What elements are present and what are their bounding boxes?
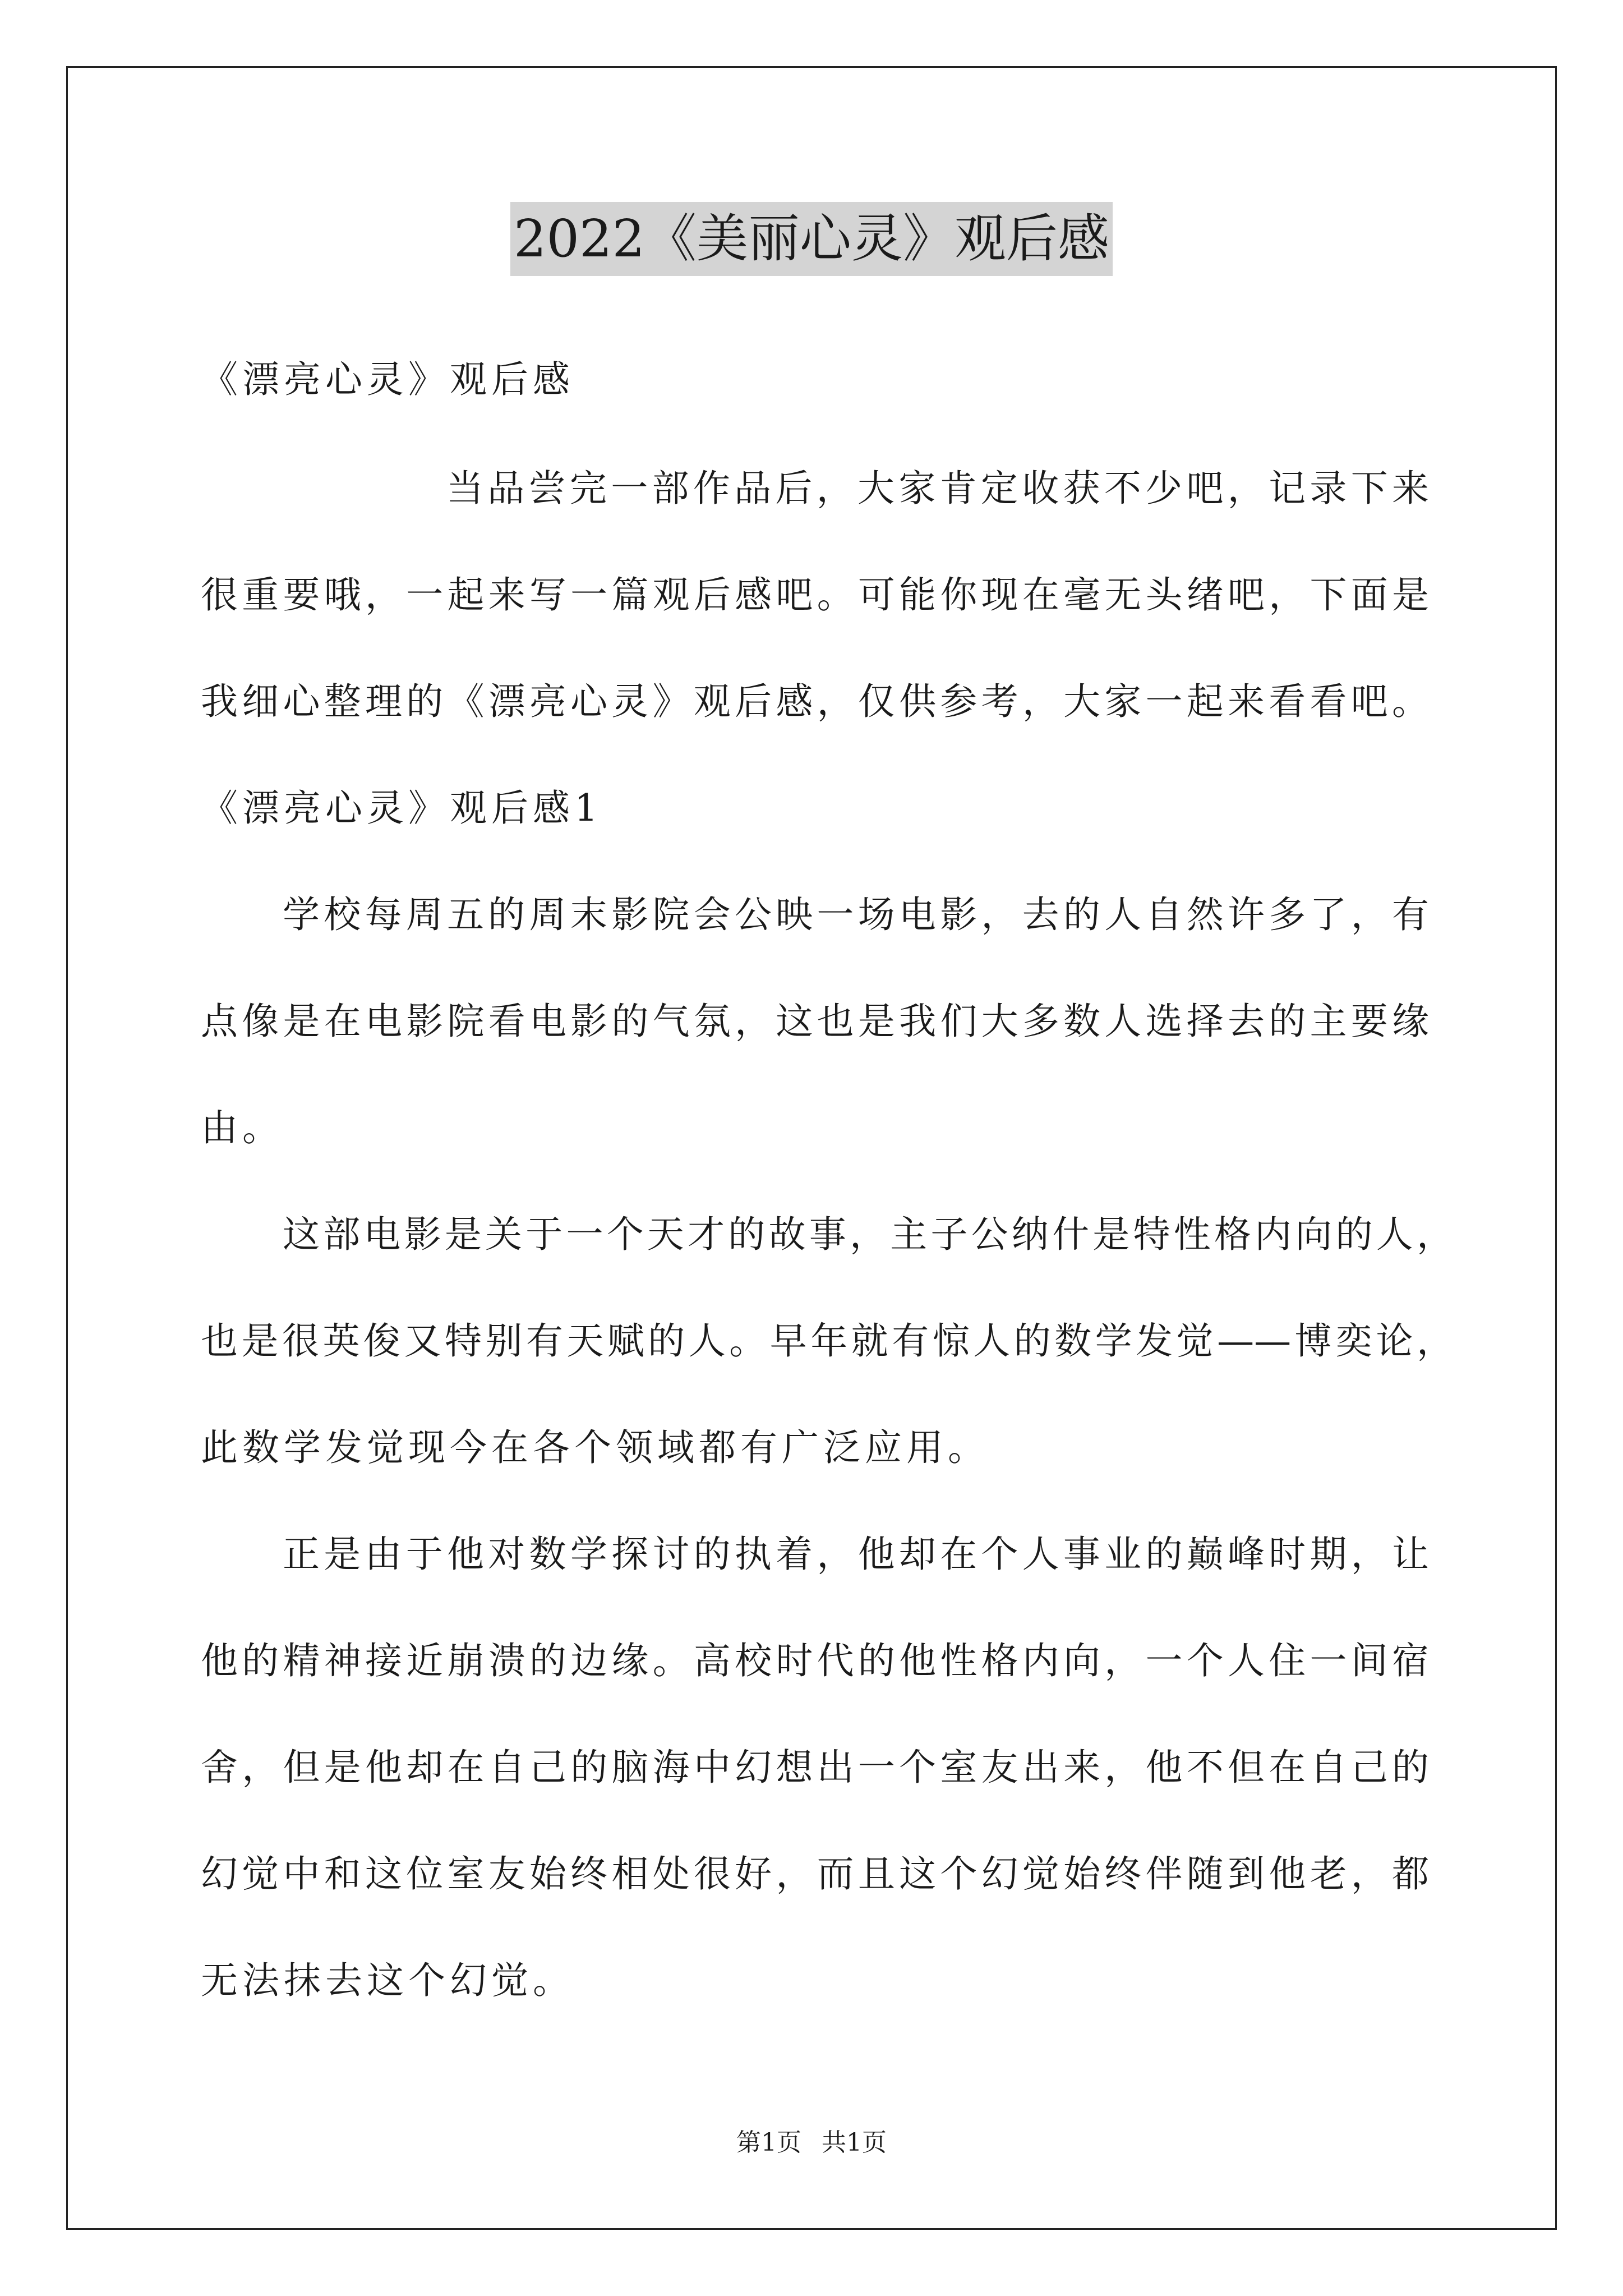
paragraph-line: 幻觉中和这位室友始终相处很好，而且这个幻觉始终伴随到他老，都 (201, 1852, 1429, 1895)
paragraph-line: 当品尝完一部作品后，大家肯定收获不少吧，记录下来 (446, 467, 1429, 510)
page-number: 第1页 (736, 2128, 801, 2157)
paragraph-line: 由。 (201, 1106, 284, 1149)
page-total: 共1页 (822, 2128, 887, 2157)
paragraph-line: 舍，但是他却在自己的脑海中幻想出一个室友出来，他不但在自己的 (201, 1746, 1429, 1789)
paragraph-line: 他的精神接近崩溃的边缘。高校时代的他性格内向，一个人住一间宿 (201, 1639, 1429, 1682)
section-heading: 《漂亮心灵》观后感1 (201, 786, 602, 830)
paragraph-line: 很重要哦，一起来写一篇观后感吧。可能你现在毫无头绪吧，下面是 (201, 573, 1429, 616)
paragraph-line: 学校每周五的周末影院会公映一场电影，去的人自然许多了，有 (283, 893, 1429, 936)
paragraph-line: 这部电影是关于一个天才的故事，主子公纳什是特性格内向的人， (283, 1213, 1454, 1256)
paragraph-line: 此数学发觉现今在各个领域都有广泛应用。 (201, 1426, 989, 1469)
title-container (0, 202, 1623, 276)
paragraph-line: 也是很英俊又特别有天赋的人。早年就有惊人的数学发觉——博奕论， (201, 1319, 1454, 1363)
paragraph-line: 我细心整理的《漂亮心灵》观后感，仅供参考，大家一起来看看吧。 (201, 680, 1429, 723)
paragraph-line: 正是由于他对数学探讨的执着，他却在个人事业的巅峰时期，让 (283, 1533, 1429, 1576)
subtitle-line: 《漂亮心灵》观后感 (201, 358, 574, 401)
document-title: 2022《美丽心灵》观后感 (510, 202, 1113, 276)
paragraph-line: 无法抹去这个幻觉。 (201, 1959, 574, 2002)
paragraph-line: 点像是在电影院看电影的气氛，这也是我们大多数人选择去的主要缘 (201, 1000, 1429, 1043)
page-footer (0, 2126, 1623, 2160)
